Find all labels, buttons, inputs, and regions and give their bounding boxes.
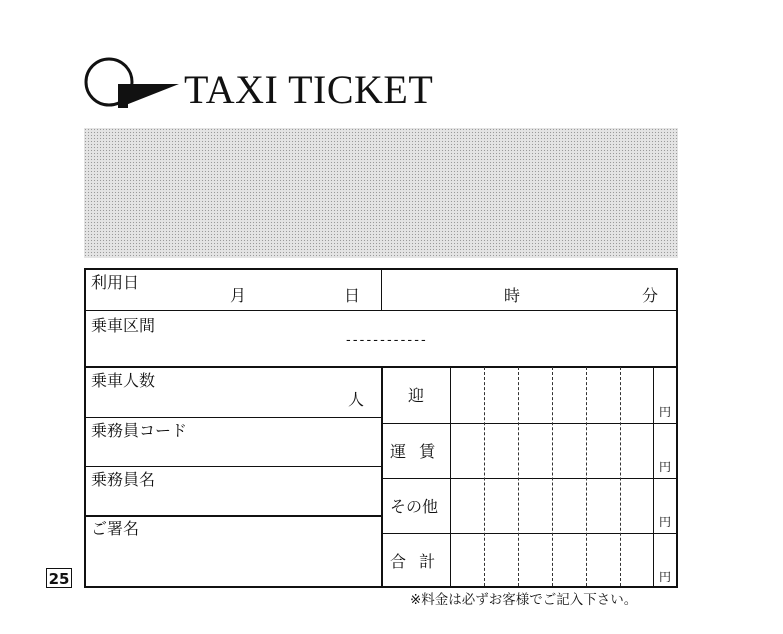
divider — [86, 310, 676, 311]
brand-title: TAXI TICKET — [184, 67, 434, 112]
digit-divider — [518, 367, 519, 586]
day-label: 日 — [344, 286, 361, 305]
passengers-label: 乗車人数 — [91, 371, 156, 390]
ticket-form — [84, 268, 678, 588]
digit-divider — [484, 367, 485, 586]
footnote: ※料金は必ずお客様でご記入下さい。 — [410, 592, 638, 608]
fare-label: 運 賃 — [390, 442, 436, 461]
divider — [382, 478, 676, 479]
divider — [86, 515, 382, 517]
divider — [86, 466, 382, 467]
hour-label: 時 — [504, 286, 521, 305]
yen-unit: 円 — [659, 460, 672, 474]
other-fee-label: その他 — [390, 497, 439, 516]
total-label: 合 計 — [390, 552, 436, 571]
digit-divider — [552, 367, 553, 586]
divider — [381, 367, 383, 586]
serial-number: 25 — [46, 568, 72, 588]
divider — [653, 367, 654, 586]
yen-unit: 円 — [659, 570, 672, 584]
yen-unit: 円 — [659, 515, 672, 529]
passengers-unit: 人 — [348, 390, 365, 409]
divider — [450, 367, 451, 586]
signature-label: ご署名 — [91, 519, 140, 538]
yen-unit: 円 — [659, 405, 672, 419]
divider — [86, 417, 382, 418]
month-label: 月 — [230, 286, 247, 305]
taxi-ticket-logo-icon — [84, 52, 180, 122]
route-separator: - - - - - - - - - - - - — [346, 333, 425, 348]
pickup-fee-label: 迎 — [408, 386, 425, 405]
driver-name-label: 乗務員名 — [91, 470, 156, 489]
route-label: 乗車区間 — [91, 316, 156, 335]
divider — [382, 423, 676, 424]
driver-code-label: 乗務員コード — [91, 421, 188, 440]
date-label: 利用日 — [91, 273, 140, 292]
digit-divider — [586, 367, 587, 586]
divider — [382, 533, 676, 534]
halftone-band — [84, 128, 678, 258]
digit-divider — [620, 367, 621, 586]
minute-label: 分 — [642, 286, 659, 305]
divider — [381, 270, 382, 310]
